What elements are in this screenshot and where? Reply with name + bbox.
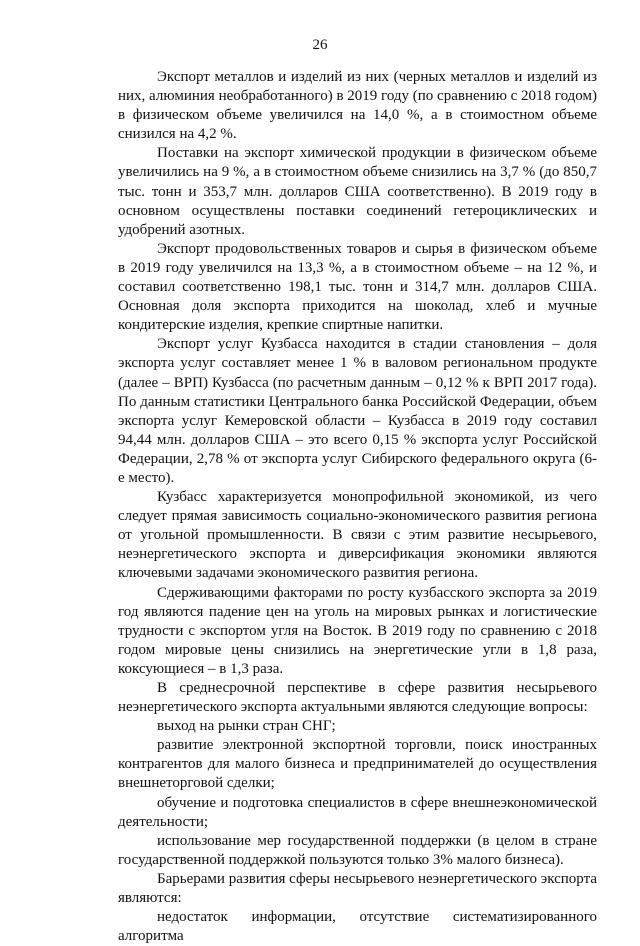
document-body bbox=[118, 68, 597, 946]
paragraph-metals-export: Экспорт металлов и изделий из них (черных металлов и изделий из них, алюминия необработанного) в 2019 году (по сравнению с 2018 годом) в физическом объеме увеличился на 14,0 %, а в стоимостном объеме снизился на 4,2 %. bbox=[118, 69, 597, 143]
paragraph-chemical-export: Поставки на экспорт химической продукции в физическом объеме увеличились на 9 %, а в стоимостном объеме снизились на 3,7 % (до 850,7 тыс. тонн и 353,7 млн. долларов США соответственно). В 2019 году в основном осуществлены поставки соединений гетероциклических и удобрений азотных. bbox=[118, 145, 597, 238]
list-item-lack-of-information: недостаток информации, отсутствие систематизированного алгоритма bbox=[118, 909, 597, 945]
paragraph-services-export: Экспорт услуг Кузбасса находится в стадии становления – доля экспорта услуг составляет менее 1 % в валовом региональном продукте (далее – ВРП) Кузбасса (по расчетным данным – 0,12 % к ВРП 2017 года). По данным статистики Центрального банка Российской Федерации, объем экспорта услуг Кемеровской области – Кузбасса в 2019 году составил 94,44 млн. долларов США – это всего 0,15 % экспорта услуг Российской Федерации, 2,78 % от экспорта услуг Сибирского федерального округа (6-е место). bbox=[118, 336, 597, 486]
list-item-training: обучение и подготовка специалистов в сфере внешнеэкономической деятельности; bbox=[118, 794, 597, 830]
paragraph-barriers: Барьерами развития сферы несырьевого неэнергетического экспорта являются: bbox=[118, 870, 597, 907]
paragraph-food-export: Экспорт продовольственных товаров и сырья в физическом объеме в 2019 году увеличился на 13,3 %, а в стоимостном объеме – на 12 %, и составил соответственно 198,1 тыс. тонн и 314,7 млн. долларов США. Основная доля экспорта приходится на шоколад, хлеб и мучные кондитерские изделия, крепкие спиртные напитки. bbox=[118, 240, 597, 334]
page-number: 26 bbox=[312, 37, 328, 53]
paragraph-restraining-factors: Сдерживающими факторами по росту кузбасского экспорта за 2019 год являются падение цен на уголь на мировых рынках и логистические трудности с экспортом угля на Восток. В 2019 году по сравнению с 2018 годом мировые цены снизились на энергетические угли в 1,8 раза, коксующиеся – в 1,3 раза. bbox=[118, 584, 597, 677]
list-item-state-support: использование мер государственной поддержки (в целом в стране государственной поддержкой пользуются только 3% малого бизнеса). bbox=[118, 832, 597, 868]
paragraph-midterm-issues: В среднесрочной перспективе в сфере развития несырьевого неэнергетического экспорта актуальными являются следующие вопросы: bbox=[118, 680, 597, 716]
list-item-e-commerce: развитие электронной экспортной торговли, поиск иностранных контрагентов для малого бизнеса и предпринимателей до осуществления внешнеторговой сделки; bbox=[118, 737, 597, 792]
list-item-cis-markets: выход на рынки стран СНГ; bbox=[157, 718, 336, 735]
paragraph-monoprofile-economy: Кузбасс характеризуется монопрофильной экономикой, из чего следует прямая зависимость социально-экономического развития региона от угольной промышленности. В связи с этим развитие несырьевого, неэнергетического экспорта и диверсификация экономики являются ключевыми задачами экономического развития региона. bbox=[118, 489, 597, 582]
